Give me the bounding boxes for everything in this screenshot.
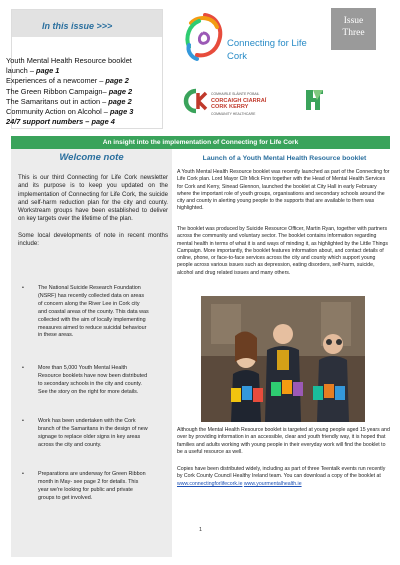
- logo-line-2: Cork: [227, 51, 248, 62]
- connecting-for-life-logo: [183, 11, 307, 71]
- badge-line-2: Three: [342, 28, 365, 38]
- insight-banner: An insight into the implementation of Connecting for Life Cork: [11, 136, 390, 149]
- contents-item[interactable]: Community Action on Alcohol – page 3: [6, 107, 134, 117]
- contents-item[interactable]: Youth Mental Health Resource booklet: [6, 56, 132, 65]
- welcome-body: [18, 174, 168, 257]
- badge-line-1: Issue: [343, 16, 364, 26]
- link-yourmentalhealth[interactable]: www.yourmentalhealth.ie: [243, 480, 302, 487]
- logo-line-1: Connecting for Life: [227, 38, 307, 49]
- page-number: 1: [199, 527, 203, 533]
- contents-item[interactable]: 24/7 support numbers – page 4: [6, 117, 115, 127]
- article-paragraph: Copies have been distributed widely, including as part of three Teentalk events run recently by Cork County Council Healthy Ireland team. You can download a copy of the booklet at www.connectingforlifecork.ie www.yourmentalhealth.ie: [177, 466, 386, 487]
- in-this-issue-header: [12, 10, 162, 37]
- welcome-paragraph: Some local developments of note in recent months include:: [18, 231, 168, 248]
- bullet-dot-icon: •: [22, 418, 24, 424]
- launch-photo: [201, 296, 365, 422]
- bullet-dot-icon: •: [22, 365, 24, 371]
- link-connectingforlifecork[interactable]: www.connectingforlifecork.ie: [177, 480, 243, 487]
- contents-item[interactable]: launch – page 1: [6, 66, 60, 76]
- welcome-paragraph: This is our third Connecting for Life Cork newsletter and its purpose is to keep you updated on the implementation of Connecting for Life Cork, the suicide and self-harm reduction plan for the city and county. Workstream groups have been established to deliver on key targets over the lifetime of the plan.: [18, 174, 168, 223]
- contents-item[interactable]: The Green Ribbon Campaign– page 2: [6, 86, 133, 96]
- article-title: Launch of a Youth Mental Health Resource booklet: [202, 155, 367, 162]
- bullet-dot-icon: •: [22, 285, 24, 291]
- contents-item[interactable]: Experiences of a newcomer – page 2: [6, 76, 129, 86]
- ck-mark-icon: [182, 88, 208, 114]
- logo-swirl-icon: [183, 11, 227, 71]
- issue-contents-list: [6, 56, 158, 127]
- contents-item[interactable]: The Samaritans out in action – page 2: [6, 96, 132, 106]
- issue-badge: [331, 8, 376, 50]
- bullet-dot-icon: •: [22, 471, 24, 477]
- article-paragraph: A Youth Mental Health Resource booklet was recently launched as part of the Connecting for Life Cork plan. Lord Mayor Cllr Mick Finn together with the Head of Mental Health Services for Cork and Kerry, Sinead Glennon, launched the booklet at City Hall in early February where the important role of youth groups, organisations and secondary schools around the city and county in alerting young people to the supports that are available to them was highlighted.: [177, 169, 390, 212]
- in-this-issue-title: In this issue >>>: [42, 21, 113, 31]
- article-paragraph: Although the Mental Health Resource booklet is targeted at young people aged 15 years and over by providing information in an accessible, clear and youth friendly way, it is hoped that families and adults working with young people in their everyday work will find the booklet to be a useful resource as well.: [177, 427, 390, 455]
- welcome-title: Welcome note: [59, 152, 124, 163]
- hse-logo-icon: [303, 86, 325, 114]
- cork-kerry-logo: [182, 87, 292, 115]
- ck-text: COMHAIRLE SLÁINTE POBAIL CORCAIGH CIARRAÍ CORK KERRY COMMUNITY HEALTHCARE: [211, 92, 267, 116]
- article-paragraph: The booklet was produced by Suicide Resource Officer, Martin Ryan, together with partners across the community and voluntary sector. The booklet contains information regarding mental health in terms of what it is and ways of minding it, as highlighted by the Little Things Campaign. More importantly, the booklet features information about, and contact details of online, phone, or face-to-face services across the city and county which support young people across various issues such as depression, eating disorders, self-harm, suicide, alcohol and drug related issues and many others.: [177, 226, 388, 276]
